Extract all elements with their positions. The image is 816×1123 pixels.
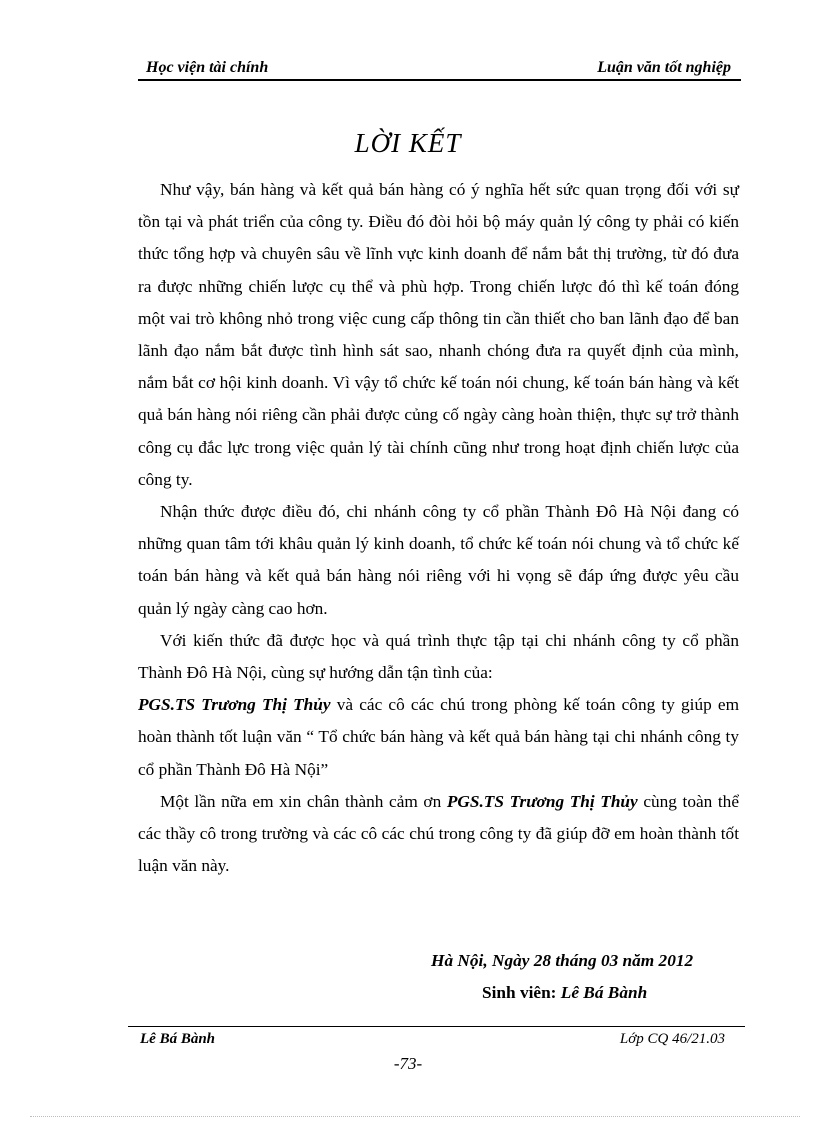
page-bottom-divider [30,1116,800,1117]
page-number: -73- [393,1054,423,1073]
supervisor-name: PGS.TS Trương Thị Thủy [138,695,331,715]
footer-author: Lê Bá Bành [140,1031,216,1047]
signature-date: Hà Nội, Ngày 28 tháng 03 năm 2012 [431,951,694,970]
paragraph-4 [138,689,739,786]
page-header [138,57,741,81]
page-footer [128,1026,745,1047]
paragraph-5-text: cùng toàn thể các thầy cô trong trường và các cô các chú trong công ty đã giúp đỡ em hoàn thành tốt luận văn này. [138,791,739,876]
header-document-type: Luận văn tốt nghiệp [597,59,731,76]
student-name: Lê Bá Bành [560,983,648,1002]
page-title: LỜI KẾT [354,128,462,158]
body-text [138,174,739,882]
paragraph-3: Với kiến thức đã được học và quá trình thực tập tại chi nhánh công ty cổ phần Thành Đô Hà Nội, cùng sự hướng dẫn tận tình của: [138,630,739,683]
paragraph-5-start: Một lần nữa em xin chân thành cảm ơn [160,791,447,811]
paragraph-4-text: và các cô các chú trong phòng kế toán công ty giúp em hoàn thành tốt luận văn “ Tổ chức bán hàng và kết quả bán hàng tại chi nhánh công ty cổ phần Thành Đô Hà Nội” [138,695,740,779]
footer-class: Lớp CQ 46/21.03 [619,1031,725,1047]
signature-student [482,983,647,1003]
supervisor-name-2: PGS.TS Trương Thị Thủy [446,791,638,811]
header-institution: Học viện tài chính [146,59,269,76]
paragraph-1: Như vậy, bán hàng và kết quả bán hàng có ý nghĩa hết sức quan trọng đối với sự tồn tại và phát triển của công ty. Điều đó đòi hỏi bộ máy quản lý công ty phải có kiến thức tổng hợp và chuyên sâu về lĩnh vực kinh doanh để nắm bắt thị trường, từ đó đưa ra được những chiến lược cụ thể và phù hợp. Trong chiến lược đó thì kế toán đóng một vai trò không nhỏ trong việc cung cấp thông tin cần thiết cho ban lãnh đạo để ban lãnh đạo nắm bắt được tình hình sát sao, nhanh chóng đưa ra quyết định của mình, nắm bắt cơ hội kinh doanh. Vì vậy tổ chức kế toán nói chung, kế toán bán hàng và kết quả bán hàng nói riêng cần phải được củng cố ngày càng hoàn thiện, thực sự trở thành công cụ đắc lực trong việc quản lý tài chính cũng như trong hoạt định chiến lược của công ty. [138,180,739,489]
paragraph-5 [138,786,739,883]
student-label: Sinh viên: [482,983,561,1002]
paragraph-2: Nhận thức được điều đó, chi nhánh công ty cổ phần Thành Đô Hà Nội đang có những quan tâm tới khâu quản lý kinh doanh, tổ chức kế toán nói chung và tổ chức kế toán bán hàng và kết quả bán hàng nói riêng với hi vọng sẽ đáp ứng được yêu cầu quản lý ngày càng cao hơn. [138,502,739,618]
